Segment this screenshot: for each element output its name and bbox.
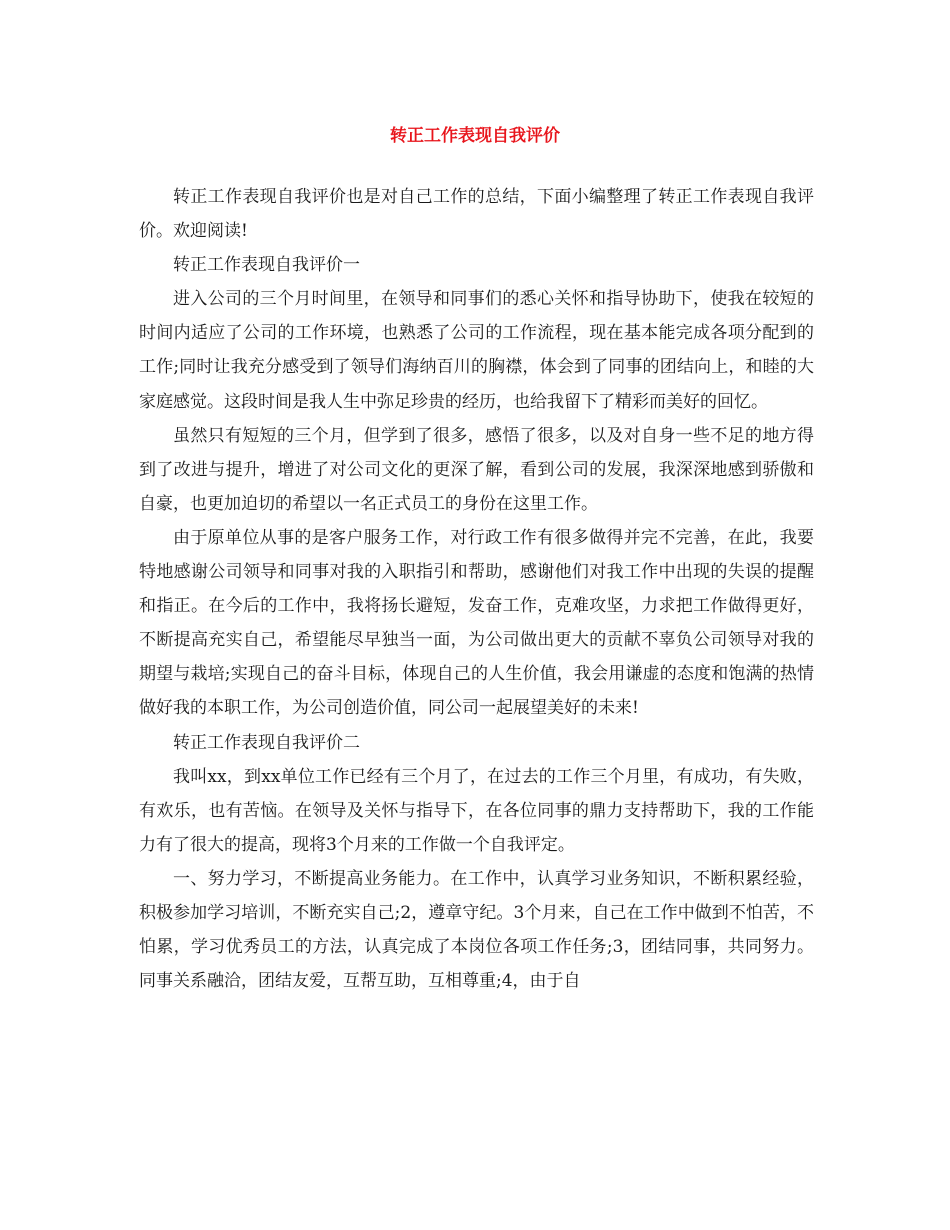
document-title: 转正工作表现自我评价	[390, 126, 560, 146]
body-paragraph: 进入公司的三个月时间里，在领导和同事们的悉心关怀和指导协助下，使我在较短的时间内适应了公司的工作环境，也熟悉了公司的工作流程，现在基本能完成各项分配到的工作;同时让我充分感受到了领导们海纳百川的胸襟，体会到了同事的团结向上，和睦的大家庭感觉。这段时间是我人生中弥足珍贵的经历，也给我留下了精彩而美好的回忆。	[139, 289, 814, 412]
document-body	[139, 180, 814, 998]
section-heading-two: 转正工作表现自我评价二	[173, 732, 360, 753]
section-heading-one: 转正工作表现自我评价一	[173, 255, 360, 276]
body-paragraph: 我叫xx，到xx单位工作已经有三个月了，在过去的工作三个月里，有成功，有失败，有欢乐，也有苦恼。在领导及关怀与指导下，在各位同事的鼎力支持帮助下，我的工作能力有了很大的提高，现将3个月来的工作做一个自我评定。	[139, 766, 814, 855]
body-paragraph: 由于原单位从事的是客户服务工作，对行政工作有很多做得并完不完善，在此，我要特地感谢公司领导和同事对我的入职指引和帮助，感谢他们对我工作中出现的失误的提醒和指正。在今后的工作中，我将扬长避短，发奋工作，克难攻坚，力求把工作做得更好，不断提高充实自己，希望能尽早独当一面，为公司做出更大的贡献不辜负公司领导对我的期望与栽培;实现自己的奋斗目标，体现自己的人生价值，我会用谦虚的态度和饱满的热情做好我的本职工作，为公司创造价值，同公司一起展望美好的未来!	[139, 527, 814, 719]
body-paragraph: 一、努力学习，不断提高业务能力。在工作中，认真学习业务知识，不断积累经验，积极参加学习培训，不断充实自己;2，遵章守纪。3个月来，自己在工作中做到不怕苦，不怕累，学习优秀员工的方法，认真完成了本岗位各项工作任务;3，团结同事，共同努力。同事关系融洽，团结友爱，互帮互助，互相尊重;4，由于自	[139, 868, 814, 992]
intro-paragraph: 转正工作表现自我评价也是对自己工作的总结，下面小编整理了转正工作表现自我评价。欢迎阅读!	[139, 187, 814, 242]
body-paragraph: 虽然只有短短的三个月，但学到了很多，感悟了很多，以及对自身一些不足的地方得到了改进与提升，增进了对公司文化的更深了解，看到公司的发展，我深深地感到骄傲和自豪，也更加迫切的希望以一名正式员工的身份在这里工作。	[139, 425, 814, 514]
